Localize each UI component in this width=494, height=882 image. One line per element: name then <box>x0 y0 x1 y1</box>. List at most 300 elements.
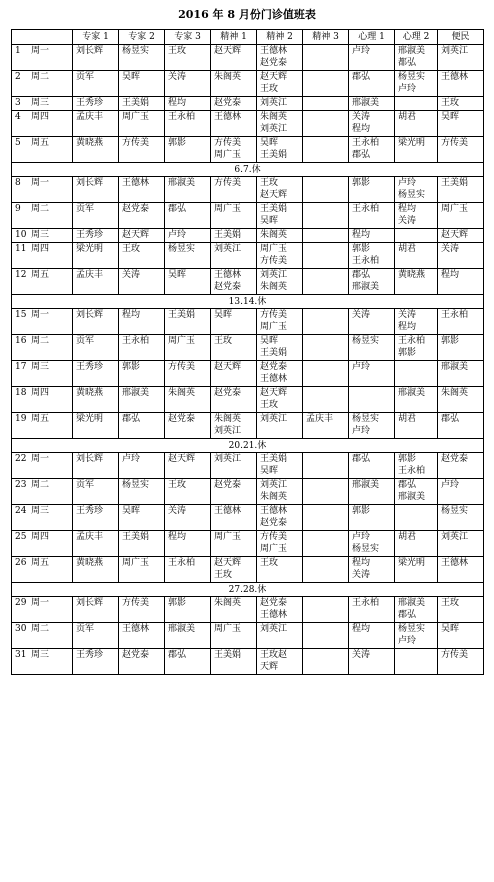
weekday-label: 周四 <box>31 532 50 542</box>
doctor-name: 邢淑美 <box>122 388 150 398</box>
rest-day-label: 27.28.休 <box>12 583 484 597</box>
doctor-name: 王永柏 <box>352 138 380 148</box>
doctor-name: 周广玉 <box>122 558 150 568</box>
doctor-name: 程均 <box>352 624 371 634</box>
doctor-name: 赵党泰 <box>260 518 288 528</box>
duty-cell <box>165 243 211 269</box>
date-cell <box>12 111 73 137</box>
doctor-name: 王秀珍 <box>76 362 104 372</box>
doctor-name: 刘英江 <box>260 270 288 280</box>
duty-cell <box>211 203 257 229</box>
doctor-name: 赵天辉 <box>260 72 288 82</box>
duty-cell <box>349 269 395 295</box>
doctor-name: 孟庆丰 <box>76 532 104 542</box>
doctor-name: 邢淑美 <box>441 362 469 372</box>
duty-cell <box>349 649 395 675</box>
duty-cell <box>303 413 349 439</box>
duty-cell <box>349 71 395 97</box>
doctor-name: 关涛 <box>441 244 460 254</box>
duty-cell <box>119 479 165 505</box>
doctor-name: 周广玉 <box>260 322 288 332</box>
duty-cell <box>438 243 484 269</box>
duty-cell <box>119 203 165 229</box>
doctor-name: 关涛 <box>352 112 371 122</box>
duty-cell <box>73 309 119 335</box>
duty-cell <box>303 203 349 229</box>
date-number: 5 <box>15 138 21 148</box>
schedule-row <box>12 387 484 413</box>
duty-cell <box>73 137 119 163</box>
doctor-name: 杨昱实 <box>398 190 426 200</box>
doctor-name: 王玫 <box>214 570 233 580</box>
duty-cell <box>257 71 303 97</box>
doctor-name: 孟庆丰 <box>76 270 104 280</box>
duty-cell <box>211 71 257 97</box>
duty-cell <box>257 137 303 163</box>
doctor-name: 孟庆丰 <box>76 112 104 122</box>
duty-cell <box>303 137 349 163</box>
duty-cell <box>438 335 484 361</box>
duty-cell <box>211 309 257 335</box>
weekday-label: 周五 <box>31 138 50 148</box>
date-number: 10 <box>15 230 27 240</box>
doctor-name: 王秀珍 <box>76 650 104 660</box>
doctor-name: 王德林 <box>260 610 288 620</box>
duty-cell <box>303 387 349 413</box>
duty-cell <box>395 623 438 649</box>
date-number: 1 <box>15 46 21 56</box>
duty-cell <box>119 45 165 71</box>
date-number: 8 <box>15 178 21 188</box>
duty-cell <box>73 177 119 203</box>
duty-cell <box>438 479 484 505</box>
schedule-row <box>12 97 484 111</box>
doctor-name: 吴晖 <box>260 466 279 476</box>
doctor-name: 卢玲 <box>168 230 187 240</box>
schedule-row <box>12 71 484 97</box>
duty-cell <box>349 531 395 557</box>
duty-cell <box>438 97 484 111</box>
date-cell <box>12 649 73 675</box>
duty-cell <box>165 229 211 243</box>
doctor-name: 程均 <box>168 98 187 108</box>
date-number: 3 <box>15 98 21 108</box>
duty-cell <box>349 203 395 229</box>
duty-cell <box>119 531 165 557</box>
duty-cell <box>438 361 484 387</box>
duty-cell <box>303 269 349 295</box>
duty-cell <box>395 413 438 439</box>
duty-cell <box>438 649 484 675</box>
date-number: 18 <box>15 388 27 398</box>
doctor-name: 赵党泰 <box>214 98 242 108</box>
column-header: 专家 3 <box>165 30 211 45</box>
duty-cell <box>303 111 349 137</box>
doctor-name: 胡君 <box>398 244 417 254</box>
date-cell <box>12 97 73 111</box>
doctor-name: 王德林 <box>122 624 150 634</box>
weekday-label: 周五 <box>31 558 50 568</box>
date-number: 11 <box>15 244 27 254</box>
column-header: 精神 1 <box>211 30 257 45</box>
doctor-name: 卢玲 <box>352 532 371 542</box>
doctor-name: 郭影 <box>352 178 371 188</box>
date-cell <box>12 361 73 387</box>
duty-cell <box>395 309 438 335</box>
duty-cell <box>165 137 211 163</box>
doctor-name: 吴晖 <box>214 310 233 320</box>
duty-cell <box>119 71 165 97</box>
column-header: 精神 2 <box>257 30 303 45</box>
doctor-name: 王玫 <box>214 336 233 346</box>
doctor-name: 刘英江 <box>260 124 288 134</box>
doctor-name: 王美娟 <box>122 532 150 542</box>
date-cell <box>12 309 73 335</box>
duty-cell <box>165 361 211 387</box>
duty-cell <box>211 137 257 163</box>
duty-cell <box>119 387 165 413</box>
duty-cell <box>73 229 119 243</box>
duty-cell <box>119 453 165 479</box>
doctor-name: 王玫 <box>260 558 279 568</box>
duty-cell <box>349 361 395 387</box>
duty-cell <box>119 97 165 111</box>
duty-cell <box>303 45 349 71</box>
duty-cell <box>303 243 349 269</box>
doctor-name: 杨昱实 <box>352 544 380 554</box>
duty-cell <box>303 453 349 479</box>
doctor-name: 王秀珍 <box>76 506 104 516</box>
doctor-name: 王德林 <box>260 46 288 56</box>
doctor-name: 赵天辉 <box>122 230 150 240</box>
duty-cell <box>438 597 484 623</box>
rest-day-label: 13.14.休 <box>12 295 484 309</box>
duty-cell <box>211 229 257 243</box>
schedule-row <box>12 45 484 71</box>
duty-cell <box>211 557 257 583</box>
duty-cell <box>73 269 119 295</box>
duty-cell <box>165 111 211 137</box>
duty-cell <box>257 505 303 531</box>
doctor-name: 周广玉 <box>214 204 242 214</box>
doctor-name: 赵天辉 <box>441 230 469 240</box>
date-number: 23 <box>15 480 27 490</box>
schedule-row <box>12 623 484 649</box>
duty-cell <box>257 243 303 269</box>
doctor-name: 赵天辉 <box>214 558 242 568</box>
doctor-name: 赵党泰 <box>122 650 150 660</box>
doctor-name: 王永柏 <box>352 204 380 214</box>
doctor-name: 刘英江 <box>260 98 288 108</box>
schedule-row <box>12 269 484 295</box>
duty-cell <box>257 557 303 583</box>
duty-cell <box>395 243 438 269</box>
doctor-name: 王德林 <box>441 558 469 568</box>
doctor-name: 方传美 <box>122 598 150 608</box>
duty-cell <box>165 387 211 413</box>
doctor-name: 方传美 <box>441 138 469 148</box>
date-number: 12 <box>15 270 27 280</box>
duty-cell <box>119 229 165 243</box>
doctor-name: 王秀珍 <box>76 230 104 240</box>
doctor-name: 赵党泰 <box>214 388 242 398</box>
duty-cell <box>257 111 303 137</box>
doctor-name: 朱阁英 <box>260 112 288 122</box>
duty-cell <box>73 413 119 439</box>
doctor-name: 刘长辉 <box>76 46 104 56</box>
date-cell <box>12 335 73 361</box>
duty-cell <box>438 111 484 137</box>
doctor-name: 王玫 <box>260 84 279 94</box>
duty-cell <box>303 97 349 111</box>
doctor-name: 杨昱实 <box>352 414 380 424</box>
duty-cell <box>395 45 438 71</box>
duty-cell <box>73 45 119 71</box>
doctor-name: 刘英江 <box>441 46 469 56</box>
duty-cell <box>303 649 349 675</box>
doctor-name: 黄晓燕 <box>76 388 104 398</box>
duty-cell <box>211 111 257 137</box>
duty-cell <box>395 335 438 361</box>
duty-cell <box>438 229 484 243</box>
duty-cell <box>349 45 395 71</box>
duty-cell <box>73 505 119 531</box>
weekday-label: 周三 <box>31 506 50 516</box>
doctor-name: 王秀珍 <box>76 98 104 108</box>
duty-cell <box>119 269 165 295</box>
duty-cell <box>395 203 438 229</box>
duty-cell <box>395 453 438 479</box>
duty-cell <box>211 453 257 479</box>
duty-cell <box>73 71 119 97</box>
duty-cell <box>303 309 349 335</box>
doctor-name: 赵党泰 <box>260 362 288 372</box>
duty-cell <box>395 111 438 137</box>
doctor-name: 郡弘 <box>168 204 187 214</box>
doctor-name: 卢玲 <box>398 636 417 646</box>
doctor-name: 王永柏 <box>398 466 426 476</box>
schedule-row <box>12 309 484 335</box>
doctor-name: 赵党泰 <box>122 204 150 214</box>
duty-cell <box>257 309 303 335</box>
doctor-name: 杨昱实 <box>441 506 469 516</box>
duty-cell <box>349 335 395 361</box>
doctor-name: 王美娟 <box>260 204 288 214</box>
doctor-name: 朱阁英 <box>441 388 469 398</box>
duty-cell <box>73 361 119 387</box>
doctor-name: 郭影 <box>398 348 417 358</box>
duty-cell <box>303 71 349 97</box>
doctor-name: 王美娟 <box>260 454 288 464</box>
weekday-label: 周四 <box>31 244 50 254</box>
duty-cell <box>395 269 438 295</box>
duty-cell <box>211 243 257 269</box>
date-cell <box>12 505 73 531</box>
doctor-name: 王玫 <box>168 46 187 56</box>
rest-day-row <box>12 295 484 309</box>
doctor-name: 邢淑美 <box>352 98 380 108</box>
duty-cell <box>73 453 119 479</box>
duty-cell <box>395 361 438 387</box>
duty-cell <box>73 479 119 505</box>
schedule-row <box>12 557 484 583</box>
duty-cell <box>119 111 165 137</box>
duty-cell <box>349 137 395 163</box>
date-number: 2 <box>15 72 21 82</box>
doctor-name: 方传美 <box>260 310 288 320</box>
doctor-name: 王永柏 <box>168 112 196 122</box>
doctor-name: 方传美 <box>122 138 150 148</box>
doctor-name: 王美娟 <box>441 178 469 188</box>
duty-cell <box>257 453 303 479</box>
schedule-row <box>12 649 484 675</box>
doctor-name: 黄晓燕 <box>398 270 426 280</box>
doctor-name: 吴晖 <box>441 624 460 634</box>
date-cell <box>12 243 73 269</box>
doctor-name: 郡弘 <box>122 414 141 424</box>
weekday-label: 周一 <box>31 454 50 464</box>
duty-cell <box>165 557 211 583</box>
doctor-name: 王德林 <box>441 72 469 82</box>
doctor-name: 刘长辉 <box>76 178 104 188</box>
doctor-name: 卢玲 <box>441 480 460 490</box>
weekday-label: 周一 <box>31 178 50 188</box>
doctor-name: 关涛 <box>398 216 417 226</box>
doctor-name: 梁光明 <box>76 244 104 254</box>
doctor-name: 刘长辉 <box>76 310 104 320</box>
duty-cell <box>73 623 119 649</box>
duty-cell <box>438 531 484 557</box>
duty-cell <box>73 243 119 269</box>
doctor-name: 关涛 <box>398 310 417 320</box>
duty-cell <box>119 505 165 531</box>
doctor-name: 邢淑美 <box>398 46 426 56</box>
doctor-name: 王德林 <box>260 506 288 516</box>
duty-cell <box>257 479 303 505</box>
doctor-name: 郡弘 <box>168 650 187 660</box>
duty-cell <box>257 97 303 111</box>
duty-cell <box>438 413 484 439</box>
doctor-name: 卢玲 <box>122 454 141 464</box>
doctor-name: 王永柏 <box>441 310 469 320</box>
column-header: 心理 2 <box>395 30 438 45</box>
doctor-name: 关涛 <box>122 270 141 280</box>
doctor-name: 王德林 <box>214 112 242 122</box>
doctor-name: 周广玉 <box>214 150 242 160</box>
doctor-name: 孟庆丰 <box>306 414 334 424</box>
doctor-name: 郭影 <box>168 138 187 148</box>
column-header <box>12 30 73 45</box>
doctor-name: 程均 <box>168 532 187 542</box>
date-number: 4 <box>15 112 21 122</box>
schedule-row <box>12 243 484 269</box>
schedule-row <box>12 361 484 387</box>
duty-cell <box>303 335 349 361</box>
doctor-name: 关涛 <box>352 570 371 580</box>
duty-cell <box>73 111 119 137</box>
date-cell <box>12 177 73 203</box>
weekday-label: 周三 <box>31 650 50 660</box>
date-number: 22 <box>15 454 27 464</box>
duty-cell <box>119 361 165 387</box>
schedule-row <box>12 531 484 557</box>
doctor-name: 关涛 <box>352 310 371 320</box>
doctor-name: 卢玲 <box>398 178 417 188</box>
doctor-name: 刘英江 <box>260 480 288 490</box>
schedule-body <box>12 45 484 675</box>
doctor-name: 吴晖 <box>122 72 141 82</box>
doctor-name: 黄晓燕 <box>76 558 104 568</box>
duty-cell <box>211 269 257 295</box>
duty-cell <box>211 177 257 203</box>
duty-cell <box>73 557 119 583</box>
doctor-name: 邢淑美 <box>352 480 380 490</box>
rest-day-label: 20.21.休 <box>12 439 484 453</box>
duty-cell <box>165 309 211 335</box>
doctor-name: 赵党泰 <box>214 480 242 490</box>
date-number: 25 <box>15 532 27 542</box>
duty-cell <box>211 97 257 111</box>
date-number: 31 <box>15 650 27 660</box>
date-number: 9 <box>15 204 21 214</box>
duty-cell <box>438 177 484 203</box>
doctor-name: 王玫 <box>441 598 460 608</box>
rest-day-label: 6.7.休 <box>12 163 484 177</box>
doctor-name: 王永柏 <box>352 598 380 608</box>
weekday-label: 周二 <box>31 72 50 82</box>
doctor-name: 梁光明 <box>398 138 426 148</box>
duty-cell <box>303 479 349 505</box>
doctor-name: 王玫 <box>122 244 141 254</box>
duty-cell <box>211 387 257 413</box>
duty-cell <box>211 597 257 623</box>
doctor-name: 朱阁英 <box>260 230 288 240</box>
duty-cell <box>73 597 119 623</box>
doctor-name: 梁光明 <box>76 414 104 424</box>
doctor-name: 杨昱实 <box>122 46 150 56</box>
doctor-name: 朱阁英 <box>260 492 288 502</box>
duty-cell <box>257 649 303 675</box>
doctor-name: 王美娟 <box>214 650 242 660</box>
rest-day-row <box>12 163 484 177</box>
doctor-name: 卢玲 <box>352 426 371 436</box>
duty-cell <box>438 71 484 97</box>
duty-cell <box>257 413 303 439</box>
doctor-name: 吴晖 <box>260 216 279 226</box>
schedule-row <box>12 111 484 137</box>
duty-cell <box>257 597 303 623</box>
duty-cell <box>119 177 165 203</box>
date-cell <box>12 479 73 505</box>
doctor-name: 方传美 <box>260 532 288 542</box>
duty-cell <box>395 531 438 557</box>
doctor-name: 王永柏 <box>122 336 150 346</box>
doctor-name: 方传美 <box>260 256 288 266</box>
duty-cell <box>165 335 211 361</box>
rest-day-row <box>12 583 484 597</box>
duty-schedule-table <box>11 29 484 675</box>
doctor-name: 邢淑美 <box>168 624 196 634</box>
weekday-label: 周二 <box>31 480 50 490</box>
doctor-name: 吴晖 <box>168 270 187 280</box>
doctor-name: 贡军 <box>76 480 95 490</box>
duty-cell <box>257 177 303 203</box>
date-cell <box>12 557 73 583</box>
doctor-name: 朱阁英 <box>214 72 242 82</box>
column-header: 便民 <box>438 30 484 45</box>
doctor-name: 贡军 <box>76 72 95 82</box>
doctor-name: 程均 <box>352 558 371 568</box>
